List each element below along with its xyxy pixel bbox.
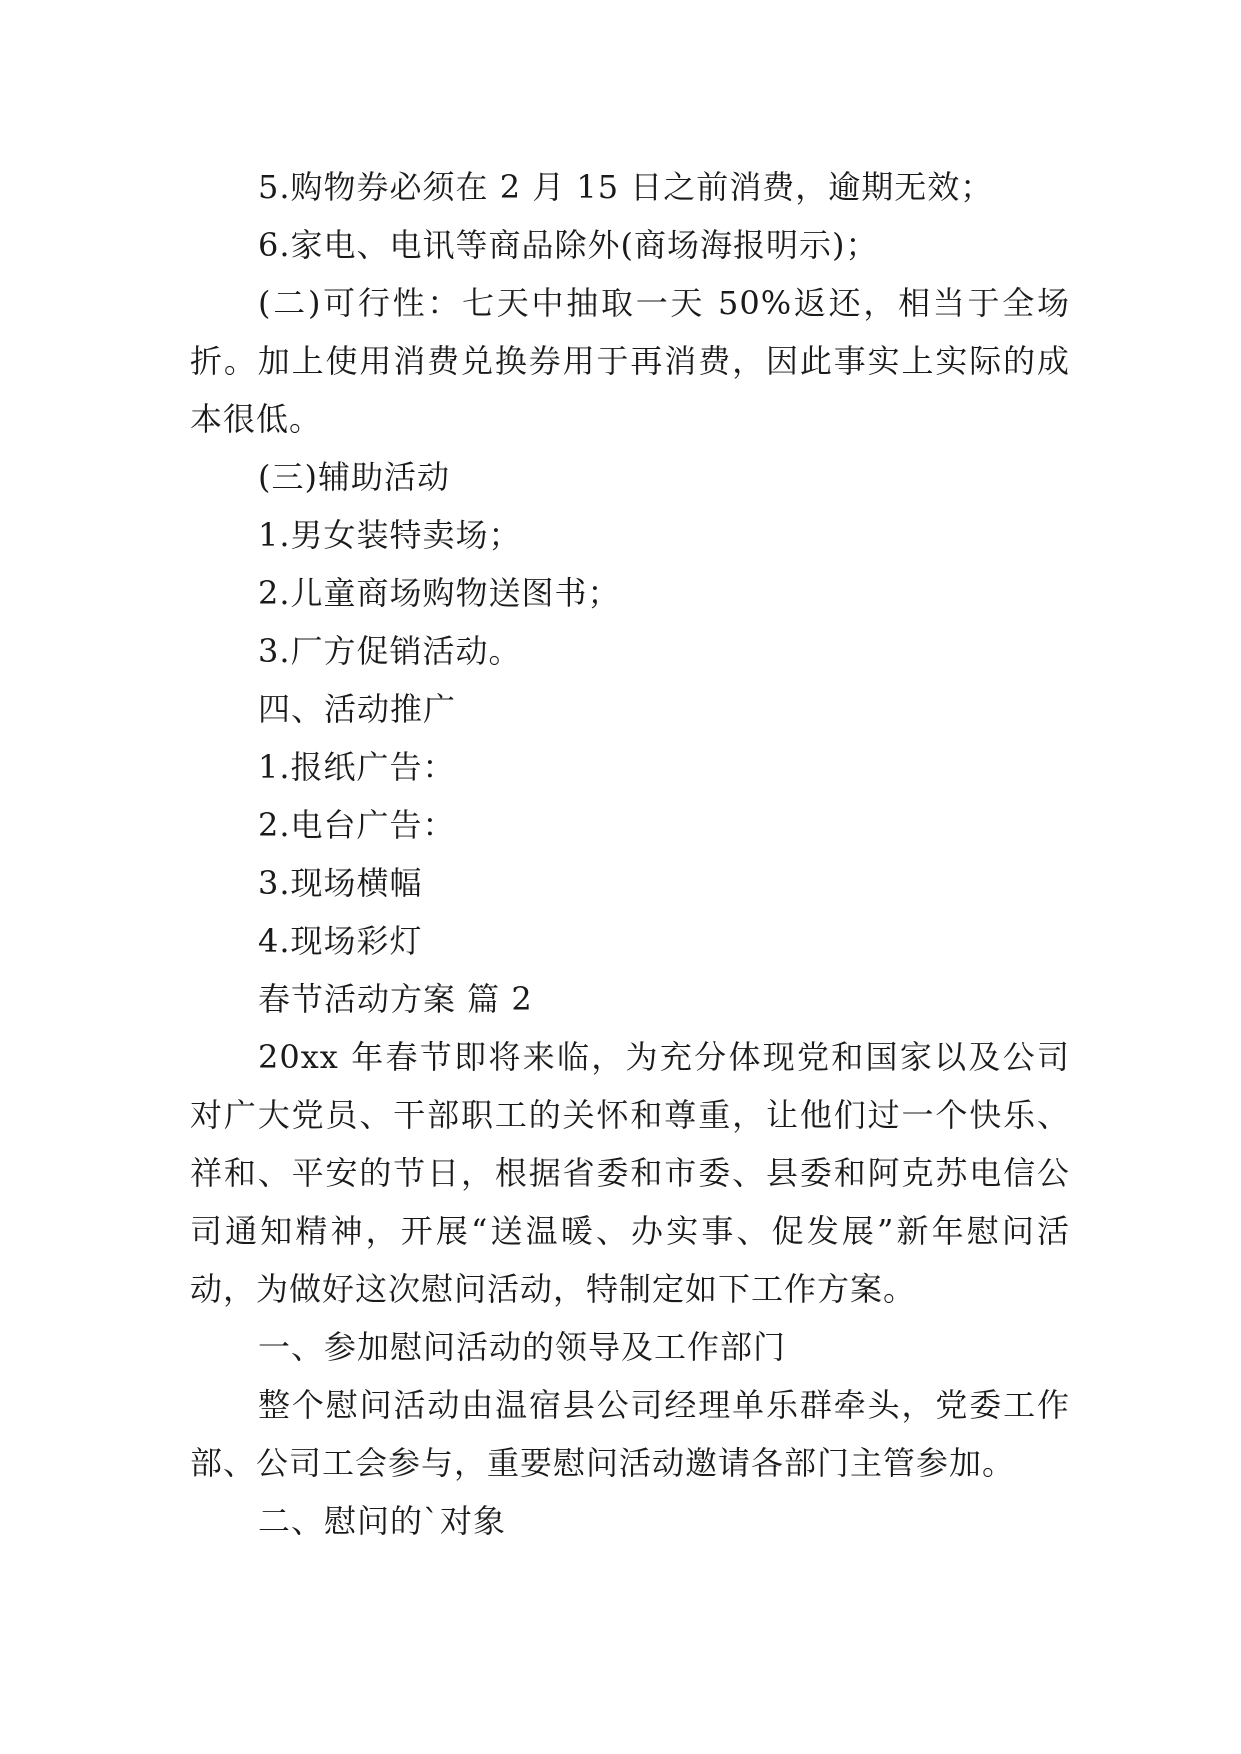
heading-promotion: 四、活动推广 — [258, 690, 457, 728]
heading-recipients: 二、慰问的`对象 — [258, 1502, 507, 1540]
paragraph-item-6: 6.家电、电讯等商品除外(商场海报明示)； — [258, 226, 879, 264]
list-item-aux-3: 3.厂方促销活动。 — [258, 632, 522, 670]
paragraph-feasibility: (二)可行性：七天中抽取一天 50%返还，相当于全场折。加上使用消费兑换券用于再消费，因此事实上实际的成本很低。 — [190, 284, 1070, 438]
document-body — [190, 158, 1070, 1550]
list-item-promo-2: 2.电台广告： — [258, 806, 456, 844]
section-title-part-2: 春节活动方案 篇 2 — [258, 980, 533, 1018]
heading-leaders-departments: 一、参加慰问活动的领导及工作部门 — [258, 1328, 787, 1366]
list-item-aux-1: 1.男女装特卖场； — [258, 516, 522, 554]
paragraph-item-5: 5.购物券必须在 2 月 15 日之前消费，逾期无效； — [258, 168, 994, 206]
paragraph-intro-part-2: 20xx 年春节即将来临，为充分体现党和国家以及公司对广大党员、干部职工的关怀和尊重，让他们过一个快乐、祥和、平安的节日，根据省委和市委、县委和阿克苏电信公司通知精神，开展“送温暖、办实事、促发展”新年慰问活动，为做好这次慰问活动，特制定如下工作方案。 — [190, 1038, 1070, 1308]
list-item-promo-3: 3.现场横幅 — [258, 864, 423, 902]
list-item-promo-4: 4.现场彩灯 — [258, 922, 423, 960]
list-item-promo-1: 1.报纸广告： — [258, 748, 456, 786]
paragraph-leaders-departments: 整个慰问活动由温宿县公司经理单乐群牵头，党委工作部、公司工会参与，重要慰问活动邀请各部门主管参加。 — [190, 1386, 1070, 1482]
heading-auxiliary-activities: (三)辅助活动 — [258, 458, 450, 496]
list-item-aux-2: 2.儿童商场购物送图书； — [258, 574, 621, 612]
